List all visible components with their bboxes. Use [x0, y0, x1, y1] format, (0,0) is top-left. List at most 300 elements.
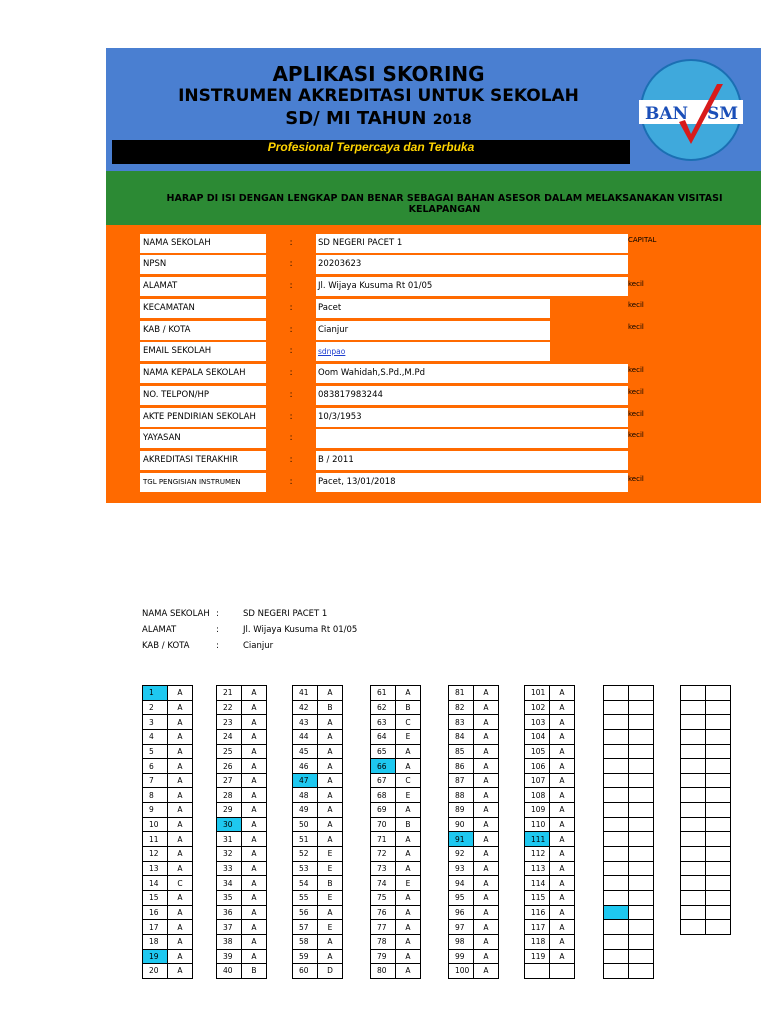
question-number-cell[interactable]: 66	[371, 759, 396, 774]
question-number-cell[interactable]: 88	[449, 788, 474, 803]
form-value-field[interactable]: Cianjur	[316, 321, 550, 340]
question-number-cell[interactable]: 54	[293, 876, 318, 891]
question-number-cell[interactable]: 58	[293, 934, 318, 949]
question-number-cell[interactable]: 81	[449, 686, 474, 701]
question-number-cell[interactable]: 70	[371, 817, 396, 832]
answer-cell[interactable]: A	[474, 905, 499, 920]
answer-cell[interactable]: A	[396, 847, 421, 862]
empty-cell[interactable]	[681, 715, 706, 730]
question-number-cell[interactable]: 10	[143, 817, 168, 832]
empty-cell[interactable]	[629, 876, 654, 891]
empty-cell[interactable]	[629, 949, 654, 964]
answer-cell[interactable]: A	[318, 817, 343, 832]
answer-cell[interactable]: A	[168, 773, 193, 788]
answer-cell[interactable]: A	[242, 700, 267, 715]
answer-cell[interactable]: A	[242, 905, 267, 920]
empty-cell[interactable]	[604, 847, 629, 862]
answer-cell[interactable]: A	[474, 964, 499, 979]
empty-cell[interactable]	[629, 803, 654, 818]
question-number-cell[interactable]: 13	[143, 861, 168, 876]
answer-cell[interactable]: A	[474, 773, 499, 788]
empty-cell[interactable]	[604, 832, 629, 847]
answer-cell[interactable]: B	[318, 700, 343, 715]
answer-cell[interactable]: A	[474, 890, 499, 905]
question-number-cell[interactable]: 110	[525, 817, 550, 832]
answer-cell[interactable]: A	[242, 890, 267, 905]
empty-cell[interactable]	[706, 744, 731, 759]
empty-cell[interactable]	[629, 788, 654, 803]
empty-cell[interactable]	[629, 700, 654, 715]
question-number-cell[interactable]: 40	[217, 964, 242, 979]
answer-cell[interactable]: A	[168, 964, 193, 979]
question-number-cell[interactable]	[525, 964, 550, 979]
empty-cell[interactable]	[604, 920, 629, 935]
question-number-cell[interactable]: 44	[293, 729, 318, 744]
empty-cell[interactable]	[681, 905, 706, 920]
question-number-cell[interactable]: 98	[449, 934, 474, 949]
empty-cell[interactable]	[629, 890, 654, 905]
answer-cell[interactable]: A	[242, 729, 267, 744]
empty-cell[interactable]	[629, 715, 654, 730]
question-number-cell[interactable]: 25	[217, 744, 242, 759]
question-number-cell[interactable]: 73	[371, 861, 396, 876]
answer-cell[interactable]: A	[474, 876, 499, 891]
question-number-cell[interactable]: 15	[143, 890, 168, 905]
answer-cell[interactable]: A	[242, 744, 267, 759]
answer-cell[interactable]: E	[318, 920, 343, 935]
question-number-cell[interactable]: 61	[371, 686, 396, 701]
question-number-cell[interactable]: 117	[525, 920, 550, 935]
empty-cell[interactable]	[706, 817, 731, 832]
empty-cell[interactable]	[706, 920, 731, 935]
empty-cell[interactable]	[706, 700, 731, 715]
answer-cell[interactable]: A	[242, 847, 267, 862]
form-value-field[interactable]: 083817983244	[316, 386, 628, 405]
answer-cell[interactable]: A	[396, 832, 421, 847]
question-number-cell[interactable]: 89	[449, 803, 474, 818]
question-number-cell[interactable]: 95	[449, 890, 474, 905]
form-value-field[interactable]: 20203623	[316, 255, 628, 274]
answer-cell[interactable]: A	[168, 832, 193, 847]
question-number-cell[interactable]: 31	[217, 832, 242, 847]
question-number-cell[interactable]: 65	[371, 744, 396, 759]
empty-cell[interactable]	[629, 920, 654, 935]
empty-cell[interactable]	[681, 861, 706, 876]
form-value-field[interactable]	[316, 429, 628, 448]
question-number-cell[interactable]: 60	[293, 964, 318, 979]
answer-cell[interactable]: A	[168, 920, 193, 935]
question-number-cell[interactable]: 28	[217, 788, 242, 803]
question-number-cell[interactable]: 18	[143, 934, 168, 949]
empty-cell[interactable]	[629, 832, 654, 847]
question-number-cell[interactable]: 24	[217, 729, 242, 744]
question-number-cell[interactable]: 57	[293, 920, 318, 935]
question-number-cell[interactable]: 86	[449, 759, 474, 774]
question-number-cell[interactable]: 113	[525, 861, 550, 876]
question-number-cell[interactable]: 96	[449, 905, 474, 920]
question-number-cell[interactable]: 116	[525, 905, 550, 920]
answer-cell[interactable]: A	[318, 788, 343, 803]
empty-cell[interactable]	[706, 803, 731, 818]
empty-cell[interactable]	[706, 876, 731, 891]
answer-cell[interactable]: A	[396, 905, 421, 920]
empty-cell[interactable]	[629, 729, 654, 744]
question-number-cell[interactable]: 29	[217, 803, 242, 818]
answer-cell[interactable]: B	[242, 964, 267, 979]
question-number-cell[interactable]: 47	[293, 773, 318, 788]
empty-cell[interactable]	[706, 788, 731, 803]
answer-cell[interactable]: D	[318, 964, 343, 979]
empty-cell[interactable]	[706, 715, 731, 730]
question-number-cell[interactable]: 69	[371, 803, 396, 818]
empty-cell[interactable]	[706, 729, 731, 744]
answer-cell[interactable]: C	[168, 876, 193, 891]
empty-cell[interactable]	[681, 729, 706, 744]
question-number-cell[interactable]: 114	[525, 876, 550, 891]
empty-cell[interactable]	[681, 890, 706, 905]
answer-cell[interactable]: A	[318, 949, 343, 964]
question-number-cell[interactable]: 30	[217, 817, 242, 832]
answer-cell[interactable]: E	[396, 729, 421, 744]
question-number-cell[interactable]: 8	[143, 788, 168, 803]
question-number-cell[interactable]: 35	[217, 890, 242, 905]
question-number-cell[interactable]: 59	[293, 949, 318, 964]
question-number-cell[interactable]: 5	[143, 744, 168, 759]
empty-cell[interactable]	[706, 890, 731, 905]
empty-cell[interactable]	[681, 920, 706, 935]
answer-cell[interactable]: A	[242, 876, 267, 891]
empty-cell[interactable]	[604, 817, 629, 832]
answer-cell[interactable]: B	[396, 817, 421, 832]
question-number-cell[interactable]: 38	[217, 934, 242, 949]
empty-cell[interactable]	[604, 729, 629, 744]
answer-cell[interactable]: A	[318, 729, 343, 744]
question-number-cell[interactable]: 90	[449, 817, 474, 832]
answer-cell[interactable]: B	[396, 700, 421, 715]
empty-cell[interactable]	[604, 759, 629, 774]
empty-cell[interactable]	[681, 803, 706, 818]
answer-cell[interactable]: A	[242, 949, 267, 964]
question-number-cell[interactable]: 26	[217, 759, 242, 774]
question-number-cell[interactable]: 45	[293, 744, 318, 759]
question-number-cell[interactable]: 112	[525, 847, 550, 862]
answer-cell[interactable]: A	[318, 686, 343, 701]
answer-cell[interactable]: C	[396, 773, 421, 788]
answer-cell[interactable]: A	[168, 729, 193, 744]
question-number-cell[interactable]: 79	[371, 949, 396, 964]
empty-cell[interactable]	[706, 759, 731, 774]
answer-cell[interactable]: A	[168, 686, 193, 701]
question-number-cell[interactable]: 103	[525, 715, 550, 730]
question-number-cell[interactable]: 49	[293, 803, 318, 818]
answer-cell[interactable]: C	[396, 715, 421, 730]
empty-cell[interactable]	[604, 861, 629, 876]
question-number-cell[interactable]: 105	[525, 744, 550, 759]
form-value-field[interactable]: Jl. Wijaya Kusuma Rt 01/05	[316, 277, 628, 296]
answer-cell[interactable]: A	[242, 817, 267, 832]
empty-cell[interactable]	[629, 686, 654, 701]
question-number-cell[interactable]: 87	[449, 773, 474, 788]
answer-cell[interactable]: A	[474, 788, 499, 803]
answer-cell[interactable]: A	[550, 686, 575, 701]
form-value-field[interactable]: sdnpao	[316, 342, 550, 361]
empty-cell[interactable]	[629, 744, 654, 759]
question-number-cell[interactable]: 12	[143, 847, 168, 862]
answer-cell[interactable]: A	[168, 744, 193, 759]
answer-cell[interactable]: A	[318, 934, 343, 949]
question-number-cell[interactable]: 63	[371, 715, 396, 730]
answer-cell[interactable]: A	[318, 832, 343, 847]
question-number-cell[interactable]: 23	[217, 715, 242, 730]
empty-cell[interactable]	[629, 759, 654, 774]
question-number-cell[interactable]: 104	[525, 729, 550, 744]
question-number-cell[interactable]: 68	[371, 788, 396, 803]
question-number-cell[interactable]: 1	[143, 686, 168, 701]
question-number-cell[interactable]: 67	[371, 773, 396, 788]
form-value-field[interactable]: B / 2011	[316, 451, 628, 470]
answer-cell[interactable]: A	[550, 700, 575, 715]
answer-cell[interactable]: A	[168, 847, 193, 862]
empty-cell[interactable]	[604, 744, 629, 759]
answer-cell[interactable]: A	[318, 715, 343, 730]
question-number-cell[interactable]: 22	[217, 700, 242, 715]
question-number-cell[interactable]: 119	[525, 949, 550, 964]
question-number-cell[interactable]: 50	[293, 817, 318, 832]
answer-cell[interactable]: A	[550, 847, 575, 862]
answer-cell[interactable]: A	[550, 715, 575, 730]
answer-cell[interactable]: A	[396, 920, 421, 935]
question-number-cell[interactable]: 6	[143, 759, 168, 774]
question-number-cell[interactable]: 51	[293, 832, 318, 847]
question-number-cell[interactable]: 71	[371, 832, 396, 847]
question-number-cell[interactable]: 92	[449, 847, 474, 862]
form-value-field[interactable]: Pacet	[316, 299, 550, 318]
empty-cell[interactable]	[629, 861, 654, 876]
empty-cell[interactable]	[604, 700, 629, 715]
answer-cell[interactable]: A	[550, 876, 575, 891]
answer-cell[interactable]: B	[318, 876, 343, 891]
answer-cell[interactable]: A	[168, 700, 193, 715]
question-number-cell[interactable]: 43	[293, 715, 318, 730]
empty-cell[interactable]	[629, 964, 654, 979]
answer-cell[interactable]: A	[474, 803, 499, 818]
answer-cell[interactable]: A	[242, 686, 267, 701]
empty-cell[interactable]	[604, 876, 629, 891]
empty-cell[interactable]	[604, 890, 629, 905]
answer-cell[interactable]: A	[396, 686, 421, 701]
question-number-cell[interactable]: 14	[143, 876, 168, 891]
question-number-cell[interactable]: 91	[449, 832, 474, 847]
question-number-cell[interactable]: 2	[143, 700, 168, 715]
question-number-cell[interactable]: 74	[371, 876, 396, 891]
answer-cell[interactable]: A	[242, 832, 267, 847]
empty-cell[interactable]	[629, 817, 654, 832]
form-value-field[interactable]: Pacet, 13/01/2018	[316, 473, 628, 492]
question-number-cell[interactable]: 75	[371, 890, 396, 905]
answer-cell[interactable]: A	[550, 905, 575, 920]
answer-cell[interactable]: A	[396, 890, 421, 905]
question-number-cell[interactable]: 16	[143, 905, 168, 920]
question-number-cell[interactable]: 100	[449, 964, 474, 979]
answer-cell[interactable]: A	[550, 817, 575, 832]
answer-cell[interactable]: A	[396, 964, 421, 979]
answer-cell[interactable]: A	[550, 920, 575, 935]
answer-cell[interactable]: A	[550, 934, 575, 949]
question-number-cell[interactable]: 4	[143, 729, 168, 744]
answer-cell[interactable]: A	[396, 803, 421, 818]
form-value-field[interactable]: Oom Wahidah,S.Pd.,M.Pd	[316, 364, 628, 383]
empty-cell[interactable]	[629, 847, 654, 862]
empty-cell[interactable]	[706, 832, 731, 847]
empty-cell[interactable]	[681, 773, 706, 788]
empty-cell[interactable]	[681, 876, 706, 891]
form-value-field[interactable]: 10/3/1953	[316, 408, 628, 427]
question-number-cell[interactable]: 17	[143, 920, 168, 935]
empty-cell[interactable]	[681, 847, 706, 862]
question-number-cell[interactable]: 48	[293, 788, 318, 803]
answer-cell[interactable]: A	[474, 744, 499, 759]
answer-cell[interactable]: A	[168, 905, 193, 920]
question-number-cell[interactable]: 33	[217, 861, 242, 876]
answer-cell[interactable]: A	[550, 744, 575, 759]
answer-cell[interactable]: A	[242, 861, 267, 876]
question-number-cell[interactable]: 108	[525, 788, 550, 803]
question-number-cell[interactable]: 19	[143, 949, 168, 964]
answer-cell[interactable]: A	[396, 861, 421, 876]
question-number-cell[interactable]: 93	[449, 861, 474, 876]
answer-cell[interactable]: A	[550, 832, 575, 847]
question-number-cell[interactable]: 107	[525, 773, 550, 788]
answer-cell[interactable]: E	[318, 861, 343, 876]
empty-cell[interactable]	[629, 773, 654, 788]
answer-cell[interactable]: A	[550, 861, 575, 876]
answer-cell[interactable]: A	[242, 773, 267, 788]
question-number-cell[interactable]: 11	[143, 832, 168, 847]
question-number-cell[interactable]: 72	[371, 847, 396, 862]
answer-cell[interactable]: A	[474, 759, 499, 774]
empty-cell[interactable]	[604, 905, 629, 920]
question-number-cell[interactable]: 34	[217, 876, 242, 891]
answer-cell[interactable]: A	[318, 773, 343, 788]
empty-cell[interactable]	[629, 934, 654, 949]
question-number-cell[interactable]: 82	[449, 700, 474, 715]
answer-cell[interactable]: E	[318, 847, 343, 862]
answer-cell[interactable]: E	[396, 876, 421, 891]
answer-cell[interactable]: A	[474, 715, 499, 730]
answer-cell[interactable]: A	[396, 949, 421, 964]
answer-cell[interactable]: A	[318, 803, 343, 818]
empty-cell[interactable]	[706, 686, 731, 701]
answer-cell[interactable]: A	[168, 759, 193, 774]
empty-cell[interactable]	[629, 905, 654, 920]
answer-cell[interactable]: E	[318, 890, 343, 905]
question-number-cell[interactable]: 41	[293, 686, 318, 701]
empty-cell[interactable]	[681, 744, 706, 759]
question-number-cell[interactable]: 42	[293, 700, 318, 715]
question-number-cell[interactable]: 56	[293, 905, 318, 920]
answer-cell[interactable]: A	[474, 920, 499, 935]
answer-cell[interactable]: A	[550, 773, 575, 788]
empty-cell[interactable]	[706, 905, 731, 920]
answer-cell[interactable]: A	[550, 788, 575, 803]
empty-cell[interactable]	[604, 934, 629, 949]
empty-cell[interactable]	[681, 788, 706, 803]
answer-cell[interactable]	[550, 964, 575, 979]
answer-cell[interactable]: A	[242, 803, 267, 818]
empty-cell[interactable]	[604, 686, 629, 701]
answer-cell[interactable]: A	[318, 744, 343, 759]
answer-cell[interactable]: A	[168, 803, 193, 818]
question-number-cell[interactable]: 83	[449, 715, 474, 730]
empty-cell[interactable]	[706, 861, 731, 876]
answer-cell[interactable]: A	[242, 715, 267, 730]
question-number-cell[interactable]: 78	[371, 934, 396, 949]
empty-cell[interactable]	[681, 759, 706, 774]
empty-cell[interactable]	[604, 803, 629, 818]
question-number-cell[interactable]: 39	[217, 949, 242, 964]
answer-cell[interactable]: A	[168, 949, 193, 964]
question-number-cell[interactable]: 9	[143, 803, 168, 818]
empty-cell[interactable]	[706, 773, 731, 788]
question-number-cell[interactable]: 111	[525, 832, 550, 847]
question-number-cell[interactable]: 21	[217, 686, 242, 701]
question-number-cell[interactable]: 106	[525, 759, 550, 774]
question-number-cell[interactable]: 64	[371, 729, 396, 744]
empty-cell[interactable]	[706, 847, 731, 862]
question-number-cell[interactable]: 101	[525, 686, 550, 701]
empty-cell[interactable]	[681, 817, 706, 832]
question-number-cell[interactable]: 36	[217, 905, 242, 920]
question-number-cell[interactable]: 20	[143, 964, 168, 979]
empty-cell[interactable]	[604, 773, 629, 788]
question-number-cell[interactable]: 84	[449, 729, 474, 744]
empty-cell[interactable]	[681, 832, 706, 847]
question-number-cell[interactable]: 97	[449, 920, 474, 935]
answer-cell[interactable]: A	[168, 788, 193, 803]
answer-cell[interactable]: A	[242, 920, 267, 935]
empty-cell[interactable]	[604, 788, 629, 803]
answer-cell[interactable]: A	[474, 700, 499, 715]
empty-cell[interactable]	[681, 686, 706, 701]
question-number-cell[interactable]: 94	[449, 876, 474, 891]
answer-cell[interactable]: A	[318, 759, 343, 774]
question-number-cell[interactable]: 80	[371, 964, 396, 979]
answer-cell[interactable]: A	[242, 934, 267, 949]
answer-cell[interactable]: A	[474, 832, 499, 847]
question-number-cell[interactable]: 55	[293, 890, 318, 905]
answer-cell[interactable]: A	[550, 759, 575, 774]
empty-cell[interactable]	[604, 949, 629, 964]
question-number-cell[interactable]: 77	[371, 920, 396, 935]
answer-cell[interactable]: A	[474, 934, 499, 949]
question-number-cell[interactable]: 118	[525, 934, 550, 949]
answer-cell[interactable]: A	[168, 861, 193, 876]
answer-cell[interactable]: A	[474, 847, 499, 862]
answer-cell[interactable]: A	[550, 890, 575, 905]
answer-cell[interactable]: A	[168, 715, 193, 730]
answer-cell[interactable]: A	[168, 890, 193, 905]
answer-cell[interactable]: A	[396, 934, 421, 949]
question-number-cell[interactable]: 3	[143, 715, 168, 730]
answer-cell[interactable]: A	[242, 788, 267, 803]
answer-cell[interactable]: A	[550, 949, 575, 964]
question-number-cell[interactable]: 109	[525, 803, 550, 818]
question-number-cell[interactable]: 99	[449, 949, 474, 964]
empty-cell[interactable]	[604, 964, 629, 979]
answer-cell[interactable]: A	[318, 905, 343, 920]
question-number-cell[interactable]: 115	[525, 890, 550, 905]
question-number-cell[interactable]: 7	[143, 773, 168, 788]
